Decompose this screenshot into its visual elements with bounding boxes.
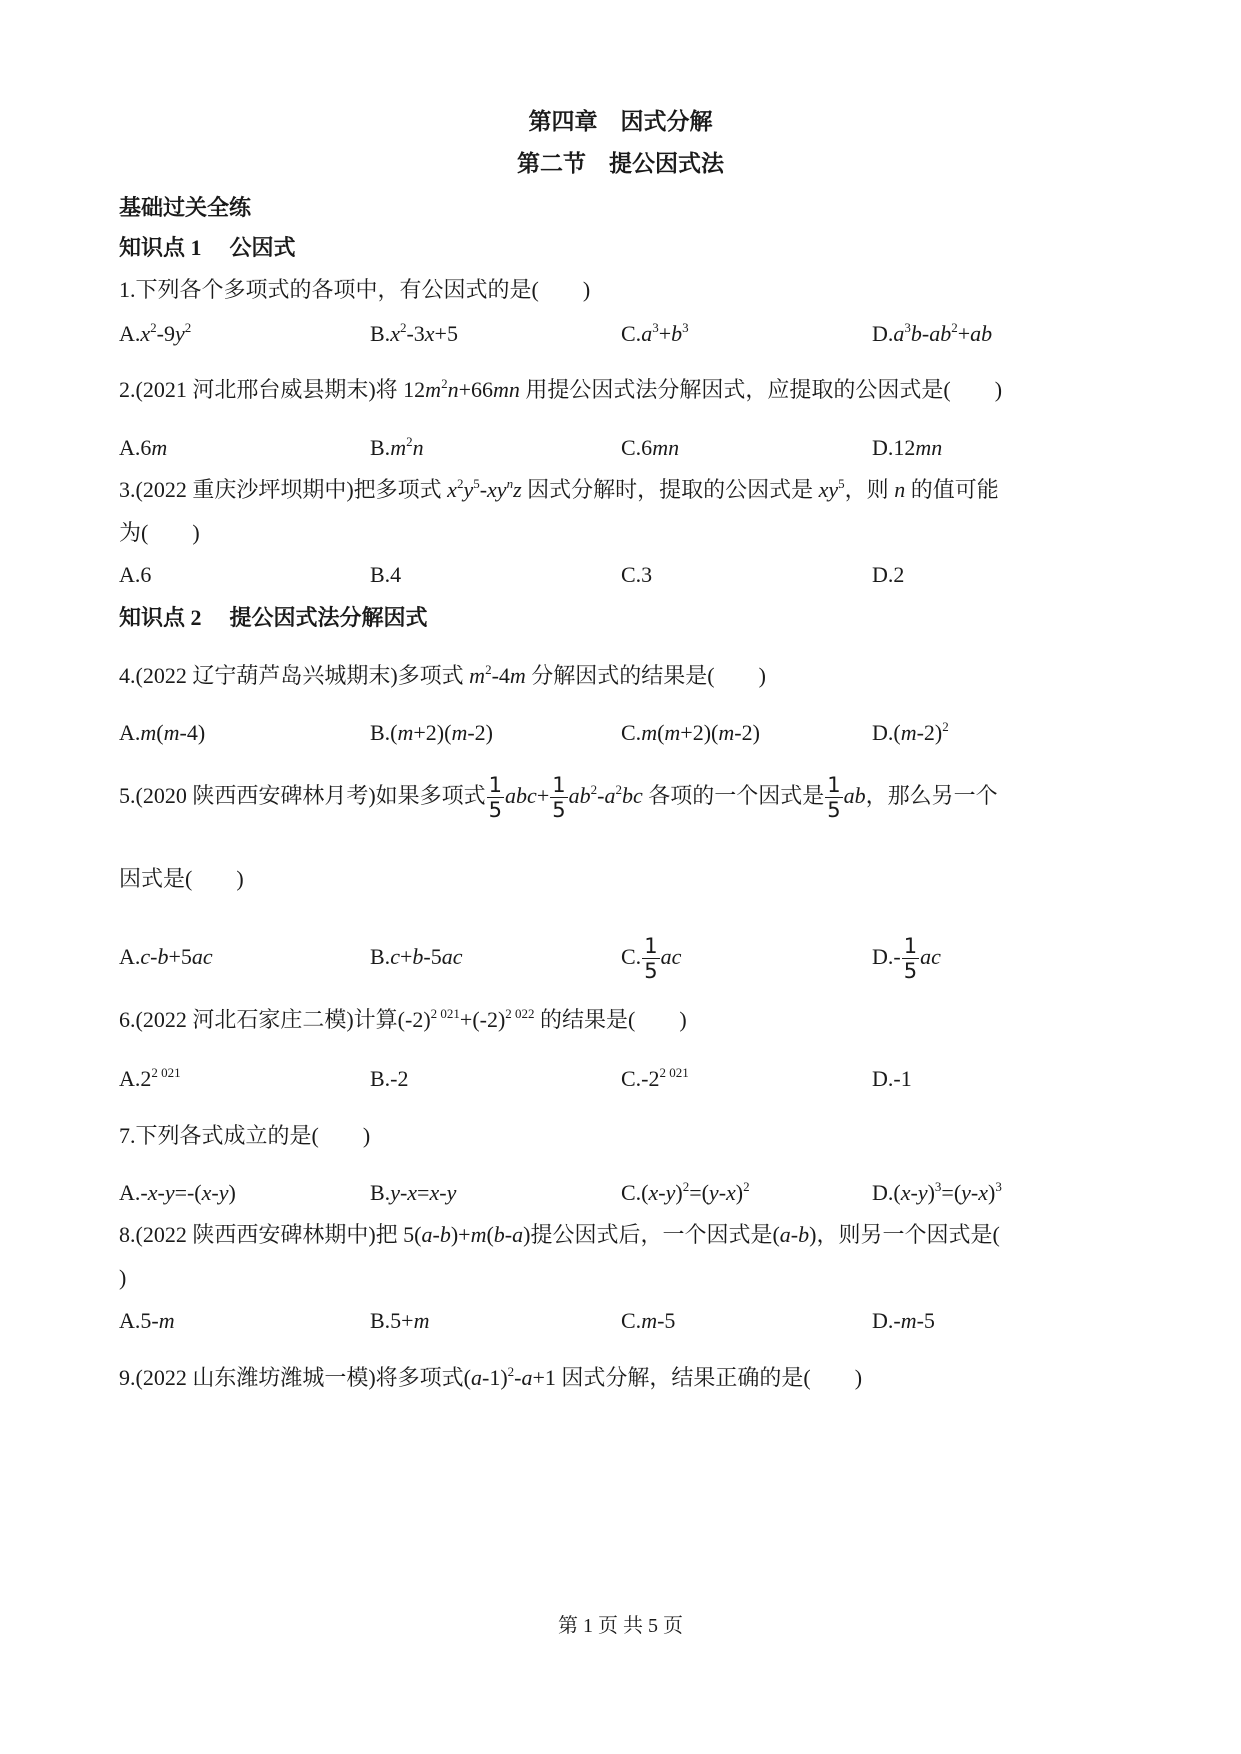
kp2-name: 提公因式法分解因式 (229, 605, 428, 630)
knowledge-point-1 (119, 233, 296, 263)
q4-text-post: 分解因式的结果是( ) (525, 663, 766, 688)
q2-text-post: 用提公因式法分解因式，应提取的公因式是( ) (519, 377, 1003, 402)
q8-option-b[interactable]: B.5+m (370, 1308, 430, 1333)
q6-option-d[interactable]: D.-1 (872, 1066, 912, 1091)
q8-text-post: ，则另一个因式是( (816, 1222, 1000, 1247)
q8-source: (2022 陕西西安碑林期中) (135, 1222, 376, 1247)
q4-option-d[interactable]: $D.(m-2)^2$ (872, 719, 949, 745)
q2-text-pre: 将 12 (375, 377, 426, 402)
q6-text-pre: 计算 (353, 1007, 398, 1032)
fraction: $\frac{1}{5}$ (552, 773, 566, 823)
chapter-title: 第四章 因式分解 (528, 109, 713, 134)
q8-option-c[interactable]: C.m-5 (621, 1308, 676, 1333)
q4-number: 4. (119, 663, 136, 688)
q7-option-d[interactable]: $D.(x-y)^3=(y-x)^3$ (872, 1179, 1002, 1205)
q2-options (119, 433, 1119, 463)
q2-option-c[interactable]: C.6mn (621, 435, 680, 460)
q3-source: (2022 重庆沙坪坝期中) (135, 477, 354, 502)
q5-option-d[interactable]: D.- $\frac{1}{5}$ ac (872, 934, 941, 984)
q6-options (119, 1064, 1119, 1094)
q5-text-mid: 各项的一个因式是 (642, 783, 825, 808)
fraction: $\frac{1}{5}$ (903, 934, 918, 984)
q6-text-post: 的结果是( ) (534, 1007, 687, 1032)
q3-option-c[interactable]: C.3 (621, 562, 653, 587)
practice-heading: 基础过关全练 (119, 195, 252, 220)
q7-options (119, 1178, 1119, 1208)
kp2-label: 知识点 2 (119, 605, 202, 630)
question-9: 9.(2022 山东潍坊潍城一模)将多项式$(a-1)^2-a+1$ 因式分解，结果正确的是( ) (119, 1364, 863, 1390)
q3-number: 3. (119, 477, 136, 502)
q4-option-b[interactable]: B.(m+2)(m-2) (370, 720, 493, 745)
q4-option-a[interactable]: A.m(m-4) (119, 720, 206, 745)
q9-text-post: 因式分解，结果正确的是( ) (555, 1365, 863, 1390)
q3-options (119, 560, 1119, 590)
question-5-line2: 因式是( ) (119, 866, 244, 891)
q5-number: 5. (119, 783, 136, 808)
q1-option-d[interactable]: $D.a^3b-ab^2+ab$ (872, 320, 993, 346)
q3-text-pre: 把多项式 (353, 477, 448, 502)
q1-options (119, 319, 1119, 349)
q9-number: 9. (119, 1365, 136, 1390)
fraction: $\frac{1}{5}$ (827, 773, 841, 823)
q6-source: (2022 河北石家庄二模) (135, 1007, 354, 1032)
q5-options (119, 931, 1119, 983)
page-footer: 第 1 页 共 5 页 (558, 1615, 683, 1637)
question-3: 3.(2022 重庆沙坪坝期中)把多项式 $x^2y^5-xy^nz$ 因式分解时，提取的公因式是 $xy^5$，则 n 的值可能 (119, 476, 999, 502)
fraction: $\frac{1}{5}$ (488, 773, 503, 823)
q1-option-c[interactable]: $C.a^3+b^3$ (621, 320, 689, 346)
question-4: 4.(2022 辽宁葫芦岛兴城期末)多项式 $m^2-4m$ 分解因式的结果是( ) (119, 662, 766, 688)
fraction: $\frac{1}{5}$ (644, 934, 658, 984)
q8-option-a[interactable]: A.5-m (119, 1308, 175, 1333)
section-title: 第二节 提公因式法 (517, 151, 724, 176)
q6-option-b[interactable]: B.-2 (370, 1066, 409, 1091)
q9-text-pre: 将多项式 (375, 1365, 464, 1390)
q8-options (119, 1306, 1119, 1336)
q2-option-a[interactable]: A.6m (119, 435, 168, 460)
q9-source: (2022 山东潍坊潍城一模) (135, 1365, 376, 1390)
question-7: 7.下列各式成立的是( ) (119, 1123, 371, 1148)
question-3-line2: 为( ) (119, 520, 200, 545)
question-1: 1.下列各个多项式的各项中，有公因式的是( ) (119, 277, 591, 302)
q2-number: 2. (119, 377, 136, 402)
q3-option-a[interactable]: A.6 (119, 562, 152, 587)
q1-option-a[interactable]: $A.x^2-9y^2$ (119, 320, 192, 346)
q4-option-c[interactable]: C.m(m+2)(m-2) (621, 720, 760, 745)
q2-option-d[interactable]: D.12mn (872, 435, 943, 460)
q4-source: (2022 辽宁葫芦岛兴城期末) (135, 663, 398, 688)
q6-option-c[interactable]: $C.-2^{2 021}$ (621, 1065, 689, 1091)
q5-text-pre: 如果多项式 (375, 783, 486, 808)
q8-number: 8. (119, 1222, 136, 1247)
q8-text-mid: 提公因式后，一个因式是 (530, 1222, 773, 1247)
q8-option-d[interactable]: D.-m-5 (872, 1308, 935, 1333)
q2-text-mid: +6 (458, 377, 482, 402)
question-2: 2.(2021 河北邢台威县期末)将 $12m^2n+66mn$ 用提公因式法分解因式，应提取的公因式是( ) (119, 376, 1003, 402)
q7-option-b[interactable]: B.y-x=x-y (370, 1180, 457, 1205)
question-6: 6.(2022 河北石家庄二模)计算$(-2)^{2 021}+(-2)^{2 022}$ 的结果是( ) (119, 1006, 687, 1032)
q1-option-b[interactable]: $B.x^2-3x+5$ (370, 320, 458, 346)
q5-option-a[interactable]: A.c-b+5ac (119, 944, 213, 969)
q5-option-c[interactable]: C. $\frac{1}{5}$ ac (621, 934, 682, 984)
q4-text-pre: 多项式 (397, 663, 470, 688)
q4-options (119, 718, 1119, 748)
q2-source: (2021 河北邢台威县期末) (135, 377, 376, 402)
q5-option-b[interactable]: B.c+b-5ac (370, 944, 463, 969)
question-5: 5.(2020 陕西西安碑林月考)如果多项式 $\frac{1}{5}$ abc+ $\frac{1}{5}$ $ab^2-a^2bc$ 各项的一个因式是 $\frac{1}{5}$ ab，那么另一个 (119, 773, 998, 823)
q8-text-pre: 把 5 (375, 1222, 415, 1247)
question-8: 8.(2022 陕西西安碑林期中)把 5(a-b)+m(b-a)提公因式后，一个因式是(a-b)，则另一个因式是( (119, 1222, 1000, 1247)
q3-option-d[interactable]: D.2 (872, 562, 905, 587)
q3-option-b[interactable]: B.4 (370, 562, 402, 587)
kp1-label: 知识点 1 (119, 235, 202, 260)
q5-text-post: ，那么另一个 (865, 783, 998, 808)
q2-option-b[interactable]: $B.m^2n$ (370, 434, 424, 460)
q7-option-a[interactable]: A.-x-y=-(x-y) (119, 1180, 236, 1205)
q7-option-c[interactable]: $C.(x-y)^2=(y-x)^2$ (621, 1179, 750, 1205)
q6-option-a[interactable]: $A.2^{2 021}$ (119, 1065, 181, 1091)
q5-source: (2020 陕西西安碑林月考) (135, 783, 376, 808)
q6-number: 6. (119, 1007, 136, 1032)
knowledge-point-2 (119, 603, 428, 633)
kp1-name: 公因式 (229, 235, 296, 260)
q3-text-mid: 因式分解时，提取的公因式是 (521, 477, 819, 502)
q3-text-post: ，则 (844, 477, 895, 502)
question-8-line2: ) (119, 1265, 127, 1290)
q3-text-post2: 的值可能 (905, 477, 999, 502)
